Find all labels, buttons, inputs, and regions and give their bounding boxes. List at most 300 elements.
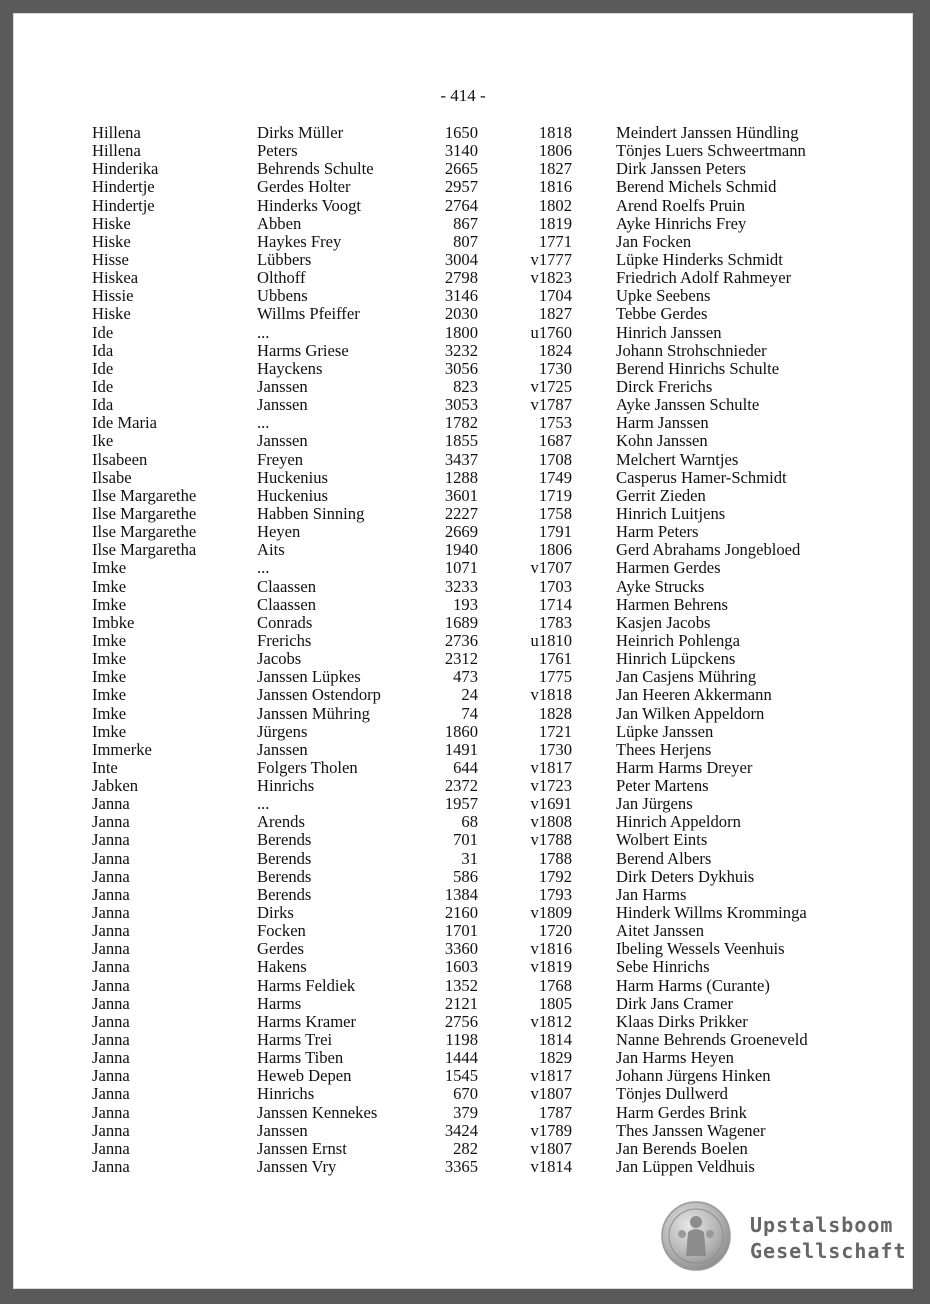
spouse-name: Melchert Warntjes	[616, 449, 739, 469]
entry-number: 3360	[444, 939, 478, 959]
entry-number: 1689	[444, 612, 478, 632]
first-name: Janna	[92, 1030, 130, 1050]
first-name: Janna	[92, 1138, 130, 1158]
entry-number: 3437	[444, 449, 478, 469]
year: 1827	[538, 304, 572, 324]
table-row	[14, 1158, 912, 1176]
spouse-name: Ayke Strucks	[616, 576, 705, 596]
entry-number: 2030	[444, 304, 478, 324]
table-row	[14, 360, 912, 378]
spouse-name: Thees Herjens	[616, 739, 712, 759]
year: v1818	[530, 685, 572, 705]
entry-number: 1800	[444, 322, 478, 342]
table-row	[14, 378, 912, 396]
surname: Ubbens	[257, 286, 308, 306]
spouse-name: Kohn Janssen	[616, 431, 708, 451]
table-row	[14, 559, 912, 577]
first-name: Janna	[92, 993, 130, 1013]
first-name: Ide	[92, 358, 114, 378]
year: v1807	[530, 1138, 572, 1158]
first-name: Janna	[92, 812, 130, 832]
surname: Harms	[257, 993, 302, 1013]
spouse-name: Lüpke Hinderks Schmidt	[616, 249, 783, 269]
first-name: Janna	[92, 1084, 130, 1104]
first-name: Imke	[92, 685, 127, 705]
year: 1788	[538, 848, 572, 868]
entry-number: 1491	[444, 739, 478, 759]
surname: Janssen	[257, 376, 308, 396]
table-row	[14, 342, 912, 360]
table-row	[14, 269, 912, 287]
entry-number: 2669	[444, 522, 478, 542]
year: v1777	[530, 249, 572, 269]
year: 1703	[538, 576, 572, 596]
surname: Berends	[257, 848, 312, 868]
year: 1758	[538, 503, 572, 523]
table-row	[14, 705, 912, 723]
register-table	[14, 124, 912, 1176]
first-name: Ide	[92, 376, 114, 396]
table-row	[14, 614, 912, 632]
table-row	[14, 197, 912, 215]
entry-number: 1288	[444, 467, 478, 487]
surname: Harms Griese	[257, 340, 349, 360]
surname: Claassen	[257, 576, 316, 596]
spouse-name: Johann Strohschnieder	[616, 340, 767, 360]
first-name: Ilsabeen	[92, 449, 148, 469]
first-name: Ilse Margarethe	[92, 503, 197, 523]
entry-number: 2957	[444, 177, 478, 197]
entry-number: 3004	[444, 249, 478, 269]
year: 1806	[538, 141, 572, 161]
table-row	[14, 505, 912, 523]
first-name: Imke	[92, 721, 127, 741]
spouse-name: Casperus Hamer-Schmidt	[616, 467, 787, 487]
first-name: Janna	[92, 1011, 130, 1031]
year: 1720	[538, 921, 572, 941]
first-name: Hindertje	[92, 195, 155, 215]
year: 1816	[538, 177, 572, 197]
year: 1828	[538, 703, 572, 723]
table-row	[14, 886, 912, 904]
year: v1787	[530, 395, 572, 415]
table-row	[14, 142, 912, 160]
entry-number: 193	[453, 594, 478, 614]
surname: Dirks	[257, 903, 294, 923]
spouse-name: Tönjes Luers Schweertmann	[616, 141, 806, 161]
table-row	[14, 777, 912, 795]
document-page	[14, 14, 912, 1288]
first-name: Hiskea	[92, 268, 139, 288]
year: 1793	[538, 884, 572, 904]
year: 1730	[538, 358, 572, 378]
year: 1805	[538, 993, 572, 1013]
year: 1775	[538, 667, 572, 687]
year: 1819	[538, 213, 572, 233]
surname: Arends	[257, 812, 305, 832]
spouse-name: Hinderk Willms Kromminga	[616, 903, 807, 923]
year: 1829	[538, 1048, 572, 1068]
first-name: Hindertje	[92, 177, 155, 197]
surname: Janssen Kennekes	[257, 1102, 378, 1122]
table-row	[14, 1104, 912, 1122]
first-name: Hinderika	[92, 159, 159, 179]
year: v1725	[530, 376, 572, 396]
entry-number: 68	[461, 812, 478, 832]
table-row	[14, 831, 912, 849]
year: v1816	[530, 939, 572, 959]
entry-number: 807	[453, 231, 478, 251]
year: v1817	[530, 1066, 572, 1086]
first-name: Hisse	[92, 249, 129, 269]
table-row	[14, 1031, 912, 1049]
surname: Gerdes Holter	[257, 177, 351, 197]
surname: ...	[257, 322, 270, 342]
spouse-name: Aitet Janssen	[616, 921, 705, 941]
entry-number: 2372	[444, 776, 478, 796]
spouse-name: Jan Jürgens	[616, 794, 693, 814]
year: 1730	[538, 739, 572, 759]
first-name: Janna	[92, 939, 130, 959]
entry-number: 2160	[444, 903, 478, 923]
first-name: Janna	[92, 1066, 130, 1086]
year: u1810	[530, 630, 572, 650]
spouse-name: Hinrich Luitjens	[616, 503, 726, 523]
spouse-name: Jan Lüppen Veldhuis	[616, 1157, 755, 1177]
entry-number: 473	[453, 667, 478, 687]
spouse-name: Upke Seebens	[616, 286, 711, 306]
table-row	[14, 414, 912, 432]
spouse-name: Nanne Behrends Groeneveld	[616, 1030, 808, 1050]
spouse-name: Klaas Dirks Prikker	[616, 1011, 748, 1031]
first-name: Inte	[92, 757, 118, 777]
first-name: Hiske	[92, 304, 131, 324]
surname: Harms Trei	[257, 1030, 333, 1050]
spouse-name: Johann Jürgens Hinken	[616, 1066, 771, 1086]
first-name: Imke	[92, 576, 127, 596]
spouse-name: Harmen Behrens	[616, 594, 728, 614]
table-row	[14, 759, 912, 777]
entry-number: 2227	[444, 503, 478, 523]
spouse-name: Tebbe Gerdes	[616, 304, 708, 324]
first-name: Imke	[92, 558, 127, 578]
table-row	[14, 160, 912, 178]
spouse-name: Jan Heeren Akkermann	[616, 685, 772, 705]
year: v1723	[530, 776, 572, 796]
entry-number: 31	[461, 848, 478, 868]
year: 1753	[538, 413, 572, 433]
year: 1704	[538, 286, 572, 306]
first-name: Hiske	[92, 231, 131, 251]
first-name: Janna	[92, 866, 130, 886]
society-name-line2: Gesellschaft	[750, 1239, 907, 1263]
table-row	[14, 305, 912, 323]
surname: Freyen	[257, 449, 304, 469]
year: 1768	[538, 975, 572, 995]
entry-number: 1603	[444, 957, 478, 977]
first-name: Janna	[92, 794, 130, 814]
first-name: Jabken	[92, 776, 139, 796]
entry-number: 1384	[444, 884, 478, 904]
year: 1687	[538, 431, 572, 451]
year: v1823	[530, 268, 572, 288]
surname: Hinderks Voogt	[257, 195, 362, 215]
surname: Janssen Lüpkes	[257, 667, 361, 687]
entry-number: 1444	[444, 1048, 478, 1068]
spouse-name: Sebe Hinrichs	[616, 957, 710, 977]
year: 1824	[538, 340, 572, 360]
surname: Harms Tiben	[257, 1048, 344, 1068]
surname: Janssen Ostendorp	[257, 685, 381, 705]
surname: Focken	[257, 921, 306, 941]
surname: Haykes Frey	[257, 231, 342, 251]
year: 1708	[538, 449, 572, 469]
year: u1760	[530, 322, 572, 342]
entry-number: 670	[453, 1084, 478, 1104]
surname: Hinrichs	[257, 776, 315, 796]
surname: Claassen	[257, 594, 316, 614]
table-row	[14, 977, 912, 995]
entry-number: 74	[461, 703, 478, 723]
surname: Janssen	[257, 431, 308, 451]
first-name: Ilsabe	[92, 467, 132, 487]
year: v1817	[530, 757, 572, 777]
table-row	[14, 632, 912, 650]
table-row	[14, 1122, 912, 1140]
surname: ...	[257, 794, 270, 814]
first-name: Janna	[92, 830, 130, 850]
surname: Hinrichs	[257, 1084, 315, 1104]
table-row	[14, 904, 912, 922]
spouse-name: Hinrich Janssen	[616, 322, 722, 342]
surname: Berends	[257, 830, 312, 850]
surname: Heyen	[257, 522, 301, 542]
first-name: Janna	[92, 975, 130, 995]
year: 1787	[538, 1102, 572, 1122]
year: 1783	[538, 612, 572, 632]
surname: ...	[257, 558, 270, 578]
first-name: Janna	[92, 1120, 130, 1140]
first-name: Ide	[92, 322, 114, 342]
first-name: Hillena	[92, 123, 141, 142]
table-row	[14, 668, 912, 686]
spouse-name: Peter Martens	[616, 776, 709, 796]
first-name: Janna	[92, 957, 130, 977]
entry-number: 1352	[444, 975, 478, 995]
spouse-name: Jan Wilken Appeldorn	[616, 703, 765, 723]
year: v1812	[530, 1011, 572, 1031]
spouse-name: Harm Harms Dreyer	[616, 757, 753, 777]
table-row	[14, 1067, 912, 1085]
entry-number: 1940	[444, 540, 478, 560]
entry-number: 24	[461, 685, 478, 705]
entry-number: 2312	[444, 649, 478, 669]
entry-number: 2798	[444, 268, 478, 288]
table-row	[14, 287, 912, 305]
entry-number: 3140	[444, 141, 478, 161]
table-row	[14, 1013, 912, 1031]
first-name: Janna	[92, 903, 130, 923]
surname: Frerichs	[257, 630, 312, 650]
spouse-name: Tönjes Dullwerd	[616, 1084, 728, 1104]
year: 1827	[538, 159, 572, 179]
year: 1791	[538, 522, 572, 542]
surname: Hayckens	[257, 358, 323, 378]
table-row	[14, 995, 912, 1013]
spouse-name: Harm Peters	[616, 522, 699, 542]
surname: Willms Pfeiffer	[257, 304, 360, 324]
surname: Folgers Tholen	[257, 757, 358, 777]
spouse-name: Jan Harms Heyen	[616, 1048, 734, 1068]
first-name: Ike	[92, 431, 114, 451]
year: 1719	[538, 485, 572, 505]
table-row	[14, 813, 912, 831]
year: 1802	[538, 195, 572, 215]
surname: Janssen	[257, 739, 308, 759]
spouse-name: Kasjen Jacobs	[616, 612, 711, 632]
year: v1814	[530, 1157, 572, 1177]
spouse-name: Berend Michels Schmid	[616, 177, 777, 197]
surname: Gerdes	[257, 939, 304, 959]
entry-number: 1860	[444, 721, 478, 741]
entry-number: 1957	[444, 794, 478, 814]
first-name: Janna	[92, 1048, 130, 1068]
spouse-name: Jan Casjens Mühring	[616, 667, 757, 687]
first-name: Hiske	[92, 213, 131, 233]
first-name: Janna	[92, 848, 130, 868]
first-name: Imke	[92, 630, 127, 650]
table-row	[14, 124, 912, 142]
spouse-name: Thes Janssen Wagener	[616, 1120, 766, 1140]
table-row	[14, 215, 912, 233]
first-name: Imke	[92, 594, 127, 614]
year: 1721	[538, 721, 572, 741]
table-row	[14, 650, 912, 668]
first-name: Janna	[92, 884, 130, 904]
spouse-name: Dirk Janssen Peters	[616, 159, 746, 179]
entry-number: 1071	[444, 558, 478, 578]
surname: Jürgens	[257, 721, 308, 741]
table-row	[14, 541, 912, 559]
table-row	[14, 523, 912, 541]
year: 1814	[538, 1030, 572, 1050]
table-row	[14, 850, 912, 868]
entry-number: 1545	[444, 1066, 478, 1086]
year: v1788	[530, 830, 572, 850]
first-name: Imke	[92, 649, 127, 669]
entry-number: 2764	[444, 195, 478, 215]
spouse-name: Jan Harms	[616, 884, 687, 904]
spouse-name: Jan Berends Boelen	[616, 1138, 748, 1158]
surname: Heweb Depen	[257, 1066, 352, 1086]
table-row	[14, 324, 912, 342]
first-name: Imke	[92, 703, 127, 723]
spouse-name: Berend Albers	[616, 848, 712, 868]
first-name: Hillena	[92, 141, 141, 161]
year: 1714	[538, 594, 572, 614]
table-row	[14, 396, 912, 414]
first-name: Janna	[92, 1157, 130, 1177]
surname: Habben Sinning	[257, 503, 365, 523]
surname: Huckenius	[257, 485, 328, 505]
first-name: Ilse Margaretha	[92, 540, 197, 560]
spouse-name: Gerd Abrahams Jongebloed	[616, 540, 801, 560]
first-name: Janna	[92, 921, 130, 941]
year: v1808	[530, 812, 572, 832]
spouse-name: Lüpke Janssen	[616, 721, 714, 741]
table-row	[14, 251, 912, 269]
spouse-name: Wolbert Eints	[616, 830, 708, 850]
table-row	[14, 958, 912, 976]
entry-number: 282	[453, 1138, 478, 1158]
surname: Huckenius	[257, 467, 328, 487]
entry-number: 3232	[444, 340, 478, 360]
surname: Dirks Müller	[257, 123, 344, 142]
entry-number: 3424	[444, 1120, 478, 1140]
table-row	[14, 469, 912, 487]
first-name: Immerke	[92, 739, 152, 759]
surname: Janssen Mühring	[257, 703, 370, 723]
spouse-name: Friedrich Adolf Rahmeyer	[616, 268, 792, 288]
surname: Janssen Vry	[257, 1157, 337, 1177]
table-row	[14, 940, 912, 958]
table-row	[14, 1085, 912, 1103]
table-row	[14, 596, 912, 614]
year: 1761	[538, 649, 572, 669]
spouse-name: Heinrich Pohlenga	[616, 630, 740, 650]
first-name: Imbke	[92, 612, 135, 632]
table-row	[14, 868, 912, 886]
entry-number: 823	[453, 376, 478, 396]
spouse-name: Harm Harms (Curante)	[616, 975, 770, 995]
entry-number: 2756	[444, 1011, 478, 1031]
entry-number: 1855	[444, 431, 478, 451]
seal-icon	[660, 1200, 732, 1272]
entry-number: 2121	[444, 993, 478, 1013]
entry-number: 379	[453, 1102, 478, 1122]
table-row	[14, 578, 912, 596]
entry-number: 3233	[444, 576, 478, 596]
surname: Harms Feldiek	[257, 975, 356, 995]
spouse-name: Dirk Deters Dykhuis	[616, 866, 755, 886]
spouse-name: Harm Janssen	[616, 413, 709, 433]
year: v1819	[530, 957, 572, 977]
entry-number: 586	[453, 866, 478, 886]
table-row	[14, 1140, 912, 1158]
surname: Janssen	[257, 395, 308, 415]
spouse-name: Dirck Frerichs	[616, 376, 713, 396]
year: v1807	[530, 1084, 572, 1104]
surname: Lübbers	[257, 249, 312, 269]
spouse-name: Arend Roelfs Pruin	[616, 195, 746, 215]
surname: Janssen Ernst	[257, 1138, 347, 1158]
first-name: Imke	[92, 667, 127, 687]
year: v1707	[530, 558, 572, 578]
society-name-line1: Upstalsboom	[750, 1213, 894, 1237]
first-name: Ida	[92, 395, 114, 415]
table-row	[14, 723, 912, 741]
table-row	[14, 1049, 912, 1067]
year: 1749	[538, 467, 572, 487]
year: v1691	[530, 794, 572, 814]
surname: Behrends Schulte	[257, 159, 374, 179]
table-row	[14, 451, 912, 469]
table-row	[14, 686, 912, 704]
table-row	[14, 487, 912, 505]
spouse-name: Gerrit Zieden	[616, 485, 706, 505]
spouse-name: Ayke Janssen Schulte	[616, 395, 760, 415]
surname: Janssen	[257, 1120, 308, 1140]
